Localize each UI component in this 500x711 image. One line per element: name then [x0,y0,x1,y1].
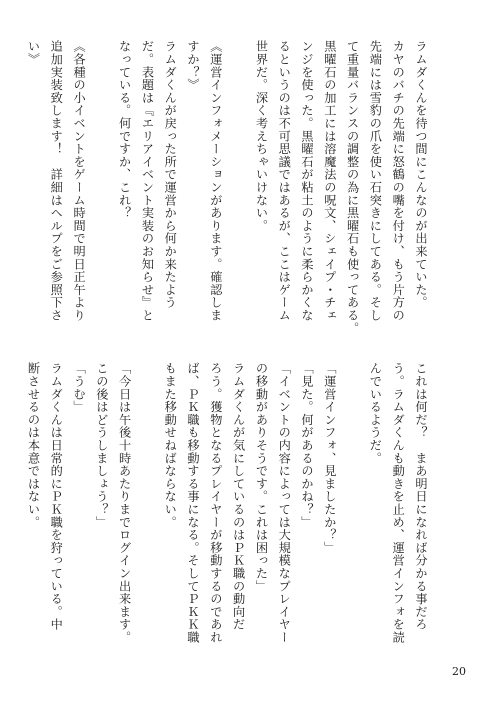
text-line: い》 [26,40,41,66]
text-line: 「うむ」 [72,362,87,414]
upper-text-block [22,40,432,340]
text-line: すか？》 [186,40,201,92]
text-line: 先端には雪豹の爪を使い石突きにしてある。そし [368,40,383,322]
text-line: これは何だ？ まあ明日になれば分かる事だろ [414,362,428,631]
text-line: 世界だ。深く考えちゃいけない。 [254,40,269,232]
text-line: 「今日は午後十時あたりまでログイン出来ます。 [117,362,132,644]
text-line: んでいるようだ。 [368,362,383,465]
text-line: 「イベントの内容によっては大規模なプレイヤー [277,362,292,644]
text-line: 《運営インフォメーションがあります。確認しま [208,40,223,322]
text-line: 「見た。何があるのかね？」 [300,362,315,529]
text-line: ろう。獲物となるプレイヤーが移動するのであれ [208,362,223,644]
text-line: ンジを使った。黒曜石が粘土のように柔らかくな [300,40,315,322]
text-line: なっている。何ですか、これ？ [117,40,132,220]
lower-text-block [22,362,432,662]
text-line: ラムダくんが気にしているのはＰＫ職の動向だ [231,362,246,631]
text-line: 追加実装致します！ 詳細はヘルプをご参照下さ [49,40,64,322]
text-line: だ。表題は『エリアイベント実装のお知らせ』と [140,40,155,322]
text-line: 「運営インフォ、見ましたか？」 [322,362,337,554]
text-line: 《各種の小イベントをゲーム時間で明日正午より [72,40,87,322]
text-line: もまた移動せねばならない。 [163,362,178,529]
text-line: ラムダくんを待つ間にこんなのが出来ていた。 [414,40,428,309]
text-line: 黒曜石の加工には溶魔法の呪文、シェイプ・チェ [322,40,337,322]
text-line: 断させるのは本意ではない。 [26,362,41,529]
blank-line [136,362,159,662]
blank-line [227,40,250,340]
text-line: ラムダくんが戻った所で運営から何か来たよう [163,40,178,309]
text-line: この後はどうしましょう？」 [94,362,109,529]
text-line: カヤのバチの先端に怒鶴の嘴を付け、もう片方の [391,40,406,322]
text-line: の移動がありそうです。これは困った」 [254,362,269,593]
blank-line [341,362,364,662]
text-line: て重量バランスの調整の為に黒曜石も使ってある。 [345,40,360,335]
blank-line [90,40,113,340]
text-line: るというのは不可思議ではあるが、ここはゲーム [277,40,292,322]
page-number: 20 [452,665,466,678]
text-line: ば、ＰＫ職も移動する事になる。そしてＰＫＫ職 [186,362,201,644]
text-line: う。ラムダくんも動きを止め、運営インフォを読 [391,362,406,644]
text-line: ラムダくんは日常的にＰＫ職を狩っている。中 [49,362,64,631]
